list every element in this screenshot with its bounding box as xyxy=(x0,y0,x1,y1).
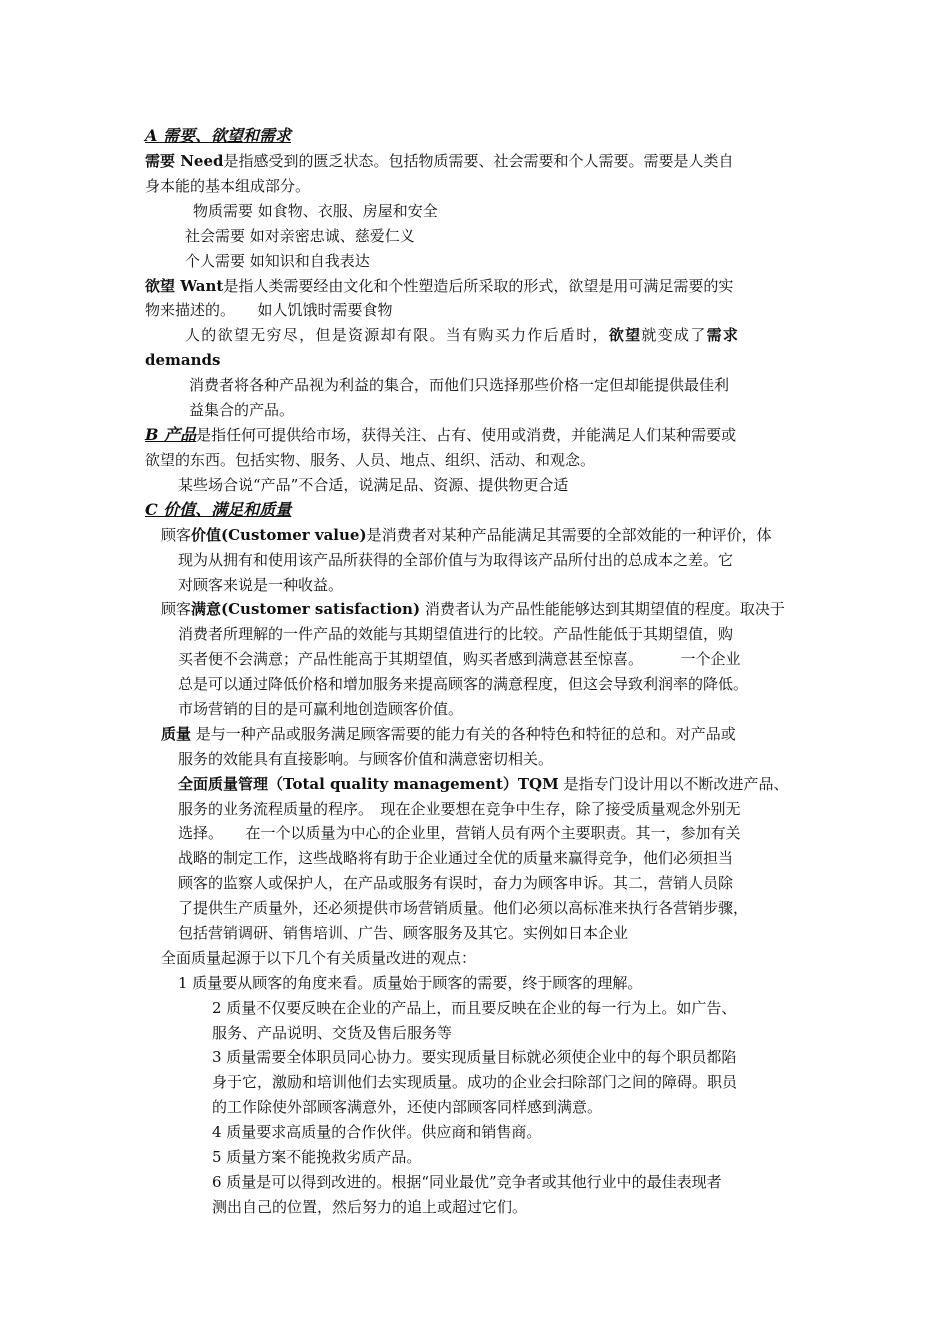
product-paragraph-line1 xyxy=(145,423,736,448)
tqm-paragraph-line5: 顾客的监察人或保护人，在产品或服务有误时，奋力为顾客申诉。其二，营销人员除 xyxy=(178,874,734,892)
demand-text-b: 就变成了 xyxy=(641,326,707,344)
point-3-line1: 3 质量需要全体职员同心协力。要实现质量目标就必须使企业中的每个职员都陷 xyxy=(212,1048,737,1066)
want-term: 欲望 Want xyxy=(145,277,224,295)
point-5: 5 质量方案不能挽救劣质产品。 xyxy=(212,1148,422,1166)
point-3-line2: 身于它，激励和培训他们去实现质量。成功的企业会扫除部门之间的障碍。职员 xyxy=(212,1073,738,1091)
point-2-line1: 2 质量不仅要反映在企业的产品上，而且要反映在企业的每一行为上。如广告、 xyxy=(212,999,737,1017)
product-text: 是指任何可提供给市场，获得关注、占有、使用或消费，并能满足人们某种需要或 xyxy=(196,426,737,444)
section-b-heading: B 产品 xyxy=(145,425,197,444)
section-a-heading: A 需要、欲望和需求 xyxy=(145,126,291,145)
tqm-term: 全面质量管理（Total quality management）TQM xyxy=(178,775,559,793)
quality-term: 质量 xyxy=(161,725,192,743)
tqm-paragraph-line4: 战略的制定工作，这些战略将有助于企业通过全优的质量来赢得竞争，他们必须担当 xyxy=(178,849,734,867)
demand-paragraph-line2: demands xyxy=(145,351,221,369)
want-paragraph-line2: 物来描述的。 如人饥饿时需要食物 xyxy=(145,301,393,319)
value-term: 价值(Customer value) xyxy=(191,526,367,544)
satisfaction-paragraph-line3: 买者便不会满意；产品性能高于其期望值，购买者感到满意甚至惊喜。 一个企业 xyxy=(178,650,741,668)
point-6-line2: 测出自己的位置，然后努力的追上或超过它们。 xyxy=(212,1198,528,1216)
need-text: 是指感受到的匮乏状态。包括物质需要、社会需要和个人需要。需要是人类自 xyxy=(223,152,734,170)
need-personal: 个人需要 如知识和自我表达 xyxy=(185,252,370,270)
point-4: 4 质量要求高质量的合作伙伴。供应商和销售商。 xyxy=(212,1123,542,1141)
quality-text: 是与一种产品或服务满足顾客需要的能力有关的各种特色和特征的总和。对产品或 xyxy=(191,725,736,743)
quality-paragraph-line1 xyxy=(161,722,736,747)
want-paragraph-line1 xyxy=(145,274,733,299)
value-prefix: 顾客 xyxy=(161,526,192,544)
tqm-paragraph-line7: 包括营销调研、销售培训、广告、顾客服务及其它。实例如日本企业 xyxy=(178,924,629,942)
satisfaction-paragraph-line4: 总是可以通过降低价格和增加服务来提高顾客的满意程度，但这会导致利润率的降低。 xyxy=(178,675,749,693)
satisfaction-paragraph-line1 xyxy=(161,597,785,622)
need-term: 需要 Need xyxy=(145,152,224,170)
need-paragraph-line2: 身本能的基本组成部分。 xyxy=(145,177,311,195)
value-paragraph-line2: 现为从拥有和使用该产品所获得的全部价值与为取得该产品所付出的总成本之差。它 xyxy=(178,551,734,569)
section-c-heading: C 价值、满足和质量 xyxy=(145,500,292,519)
value-paragraph-line3: 对顾客来说是一种收益。 xyxy=(178,576,344,594)
point-6-line1: 6 质量是可以得到改进的。根据“同业最优”竞争者或其他行业中的最佳表现者 xyxy=(212,1173,722,1191)
satisfaction-paragraph-line5: 市场营销的目的是可赢利地创造顾客价值。 xyxy=(178,700,464,718)
tqm-paragraph-line6: 了提供生产质量外，还必须提供市场营销质量。他们必须以高标准来执行各营销步骤， xyxy=(178,899,749,917)
quality-paragraph-line2: 服务的效能具有直接影响。与顾客价值和满意密切相关。 xyxy=(178,750,554,768)
satisfaction-prefix: 顾客 xyxy=(161,600,192,618)
consumer-paragraph-line2: 益集合的产品。 xyxy=(189,401,295,419)
product-paragraph-line2: 欲望的东西。包括实物、服务、人员、地点、组织、活动、和观念。 xyxy=(145,451,596,469)
point-1: 1 质量要从顾客的角度来看。质量始于顾客的需要，终于顾客的理解。 xyxy=(178,974,643,992)
origin-line: 全面质量起源于以下几个有关质量改进的观点： xyxy=(161,949,477,967)
tqm-paragraph-line1 xyxy=(178,772,789,797)
demand-text-a: 人的欲望无穷尽，但是资源却有限。当有购买力作后盾时， xyxy=(185,326,609,344)
demand-want-term: 欲望 xyxy=(608,326,642,344)
tqm-text: 是指专门设计用以不断改进产品、 xyxy=(558,775,789,793)
point-3-line3: 的工作除使外部顾客满意外，还使内部顾客同样感到满意。 xyxy=(212,1098,603,1116)
want-text: 是指人类需要经由文化和个性塑造后所采取的形式，欲望是用可满足需要的实 xyxy=(223,277,734,295)
satisfaction-text: 消费者认为产品性能能够达到其期望值的程度。取决于 xyxy=(420,600,785,618)
satisfaction-paragraph-line2: 消费者所理解的一件产品的效能与其期望值进行的比较。产品性能低于其期望值，购 xyxy=(178,625,734,643)
tqm-paragraph-line2: 服务的业务流程质量的程序。 现在企业要想在竞争中生存，除了接受质量观念外别无 xyxy=(178,800,741,818)
tqm-paragraph-line3: 选择。 在一个以质量为中心的企业里，营销人员有两个主要职责。其一，参加有关 xyxy=(178,824,741,842)
satisfaction-term: 满意(Customer satisfaction) xyxy=(191,600,421,618)
demand-term: 需求 xyxy=(706,326,740,344)
need-social: 社会需要 如对亲密忠诚、慈爱仁义 xyxy=(185,227,415,245)
value-paragraph-line1 xyxy=(161,523,772,548)
demand-paragraph-line1 xyxy=(185,323,739,348)
consumer-paragraph-line1: 消费者将各种产品视为利益的集合，而他们只选择那些价格一定但却能提供最佳利 xyxy=(189,376,730,394)
point-2-line2: 服务、产品说明、交货及售后服务等 xyxy=(212,1024,453,1042)
need-paragraph-line1 xyxy=(145,149,734,174)
need-physical: 物质需要 如食物、衣服、房屋和安全 xyxy=(193,202,438,220)
product-paragraph-line3: 某些场合说“产品”不合适，说满足品、资源、提供物更合适 xyxy=(178,476,569,494)
value-text: 是消费者对某种产品能满足其需要的全部效能的一种评价，体 xyxy=(366,526,772,544)
